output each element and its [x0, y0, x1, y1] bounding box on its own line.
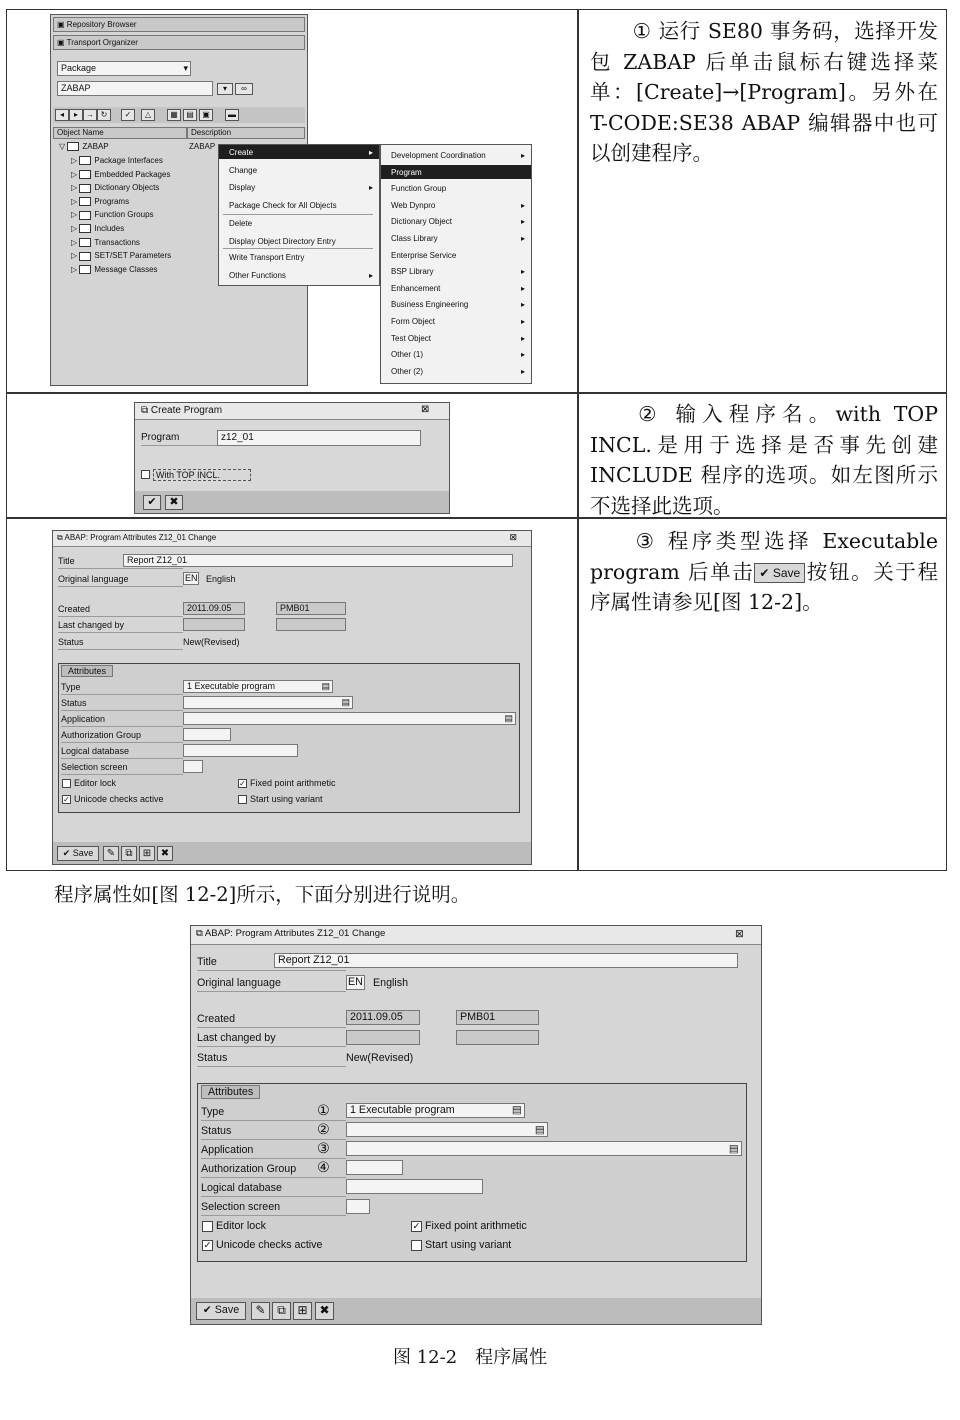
close-icon[interactable]: ⊠	[509, 532, 517, 542]
submenu-item[interactable]: Development Coordination	[391, 151, 486, 160]
fixed-point-label: Fixed point arithmetic	[425, 1220, 527, 1232]
expand-icon: ▷	[71, 264, 78, 274]
last-changed-user	[276, 618, 346, 631]
submenu-item[interactable]: Test Object	[391, 333, 432, 343]
status-label: Status	[58, 637, 84, 647]
created-user: PMB01	[456, 1010, 539, 1025]
figure-caption: 图 12-2 程序属性	[393, 1347, 548, 1368]
created-date: 2011.09.05	[183, 602, 245, 615]
folder-icon	[79, 211, 91, 220]
tree-item[interactable]: ▷ Embedded Packages	[71, 169, 171, 179]
unicode-checks-label: Unicode checks active	[74, 794, 164, 804]
callout-marker: ②	[317, 1122, 330, 1138]
label-underline	[141, 445, 217, 446]
label-underline	[197, 970, 346, 971]
last-changed-label: Last changed by	[197, 1032, 276, 1044]
table-divider	[577, 9, 579, 871]
expand-icon: ▷	[71, 237, 78, 247]
context-menu-item[interactable]: Display	[229, 183, 256, 192]
paragraph: 程序属性如[图 12-2]所示，下面分别进行说明。	[54, 883, 471, 906]
start-variant-checkbox[interactable]	[238, 795, 247, 804]
repository-browser-item[interactable]: ▣ Repository Browser	[53, 17, 305, 32]
up-icon[interactable]: →	[83, 109, 97, 121]
folder-icon	[79, 238, 91, 247]
submenu-arrow-icon: ▸	[521, 200, 526, 210]
save-icon[interactable]: ▣	[199, 109, 213, 121]
step-1-text: ① 运行 SE80 事务码，选择开发包 ZABAP 后单击鼠标右键选择菜单：[Create]→[Program]。另外在 T-CODE:SE38 ABAP 编辑器中也可以创建程序。	[590, 19, 938, 165]
value-help-icon: ▤	[321, 681, 330, 691]
label-underline	[201, 1139, 346, 1140]
tree-item[interactable]: ▷ Package Interfaces	[71, 156, 163, 165]
window-title: ⧉ ABAP: Program Attributes Z12_01 Change	[196, 928, 386, 939]
submenu-arrow-icon: ▸	[369, 148, 374, 157]
glasses-icon[interactable]: ∞	[235, 83, 253, 95]
context-menu-item[interactable]: Other Functions	[229, 271, 286, 280]
label-underline	[61, 758, 183, 759]
submenu-item[interactable]: Enhancement	[391, 283, 441, 293]
tree-item[interactable]: ▷ Programs	[71, 196, 130, 206]
status-value: New(Revised)	[346, 1052, 414, 1064]
callout-marker: ①	[317, 1103, 330, 1119]
context-menu-item[interactable]: Package Check for All Objects	[229, 201, 337, 210]
label-underline	[201, 1120, 346, 1121]
context-menu-item[interactable]: Change	[229, 166, 258, 175]
dialog-title: ⧉ Create Program	[141, 405, 223, 416]
authorization-group-label: Authorization Group	[61, 730, 142, 740]
row-divider-1	[6, 392, 947, 394]
unicode-checks-label: Unicode checks active	[216, 1239, 323, 1251]
tree-root[interactable]: ▽ ZABAP	[59, 142, 109, 151]
label-underline	[58, 586, 183, 587]
tree-item[interactable]: ▷ Includes	[71, 224, 125, 233]
authorization-group-label: Authorization Group	[201, 1163, 297, 1175]
last-changed-date	[183, 618, 245, 631]
warning-icon[interactable]: △	[141, 109, 155, 121]
folder-icon	[79, 224, 91, 233]
language-name: English	[373, 977, 409, 989]
menu-separator	[223, 248, 373, 249]
context-menu-item[interactable]: Delete	[229, 219, 253, 228]
dropdown-icon: ▾	[183, 63, 188, 73]
top-incl-checkbox[interactable]	[141, 470, 150, 479]
expand-icon: ▷	[71, 183, 78, 193]
label-underline	[197, 1046, 346, 1047]
tree-item[interactable]: ▷ Transactions	[71, 237, 140, 247]
editor-lock-label: Editor lock	[216, 1220, 266, 1232]
value-help-icon: ▤	[534, 1124, 545, 1136]
tree-item[interactable]: ▷ Function Groups	[71, 210, 154, 220]
authorization-group-input[interactable]	[346, 1160, 403, 1175]
last-changed-date	[346, 1030, 420, 1045]
submenu-item[interactable]: Class Library	[391, 234, 438, 243]
display-button[interactable]: ▾	[217, 83, 233, 95]
context-menu-item[interactable]: Display Object Directory Entry	[229, 237, 336, 246]
logical-database-input[interactable]	[183, 744, 298, 757]
start-variant-label: Start using variant	[250, 794, 323, 804]
label-underline	[201, 1215, 346, 1216]
language-name: English	[206, 574, 236, 584]
label-underline	[61, 726, 183, 727]
label-underline	[201, 1177, 346, 1178]
start-variant-checkbox[interactable]	[411, 1240, 422, 1251]
col-object-name: Object Name	[53, 127, 187, 139]
program-label: Program	[141, 432, 180, 443]
type-select[interactable]: 1 Executable program ▤	[346, 1103, 525, 1118]
submenu-arrow-icon: ▸	[521, 283, 526, 293]
label-underline	[197, 1027, 346, 1028]
callout-marker: ③	[317, 1141, 330, 1157]
window-icon: ⧉	[57, 533, 63, 542]
folder-icon	[67, 142, 79, 151]
folder-icon	[79, 184, 91, 193]
label-underline	[58, 649, 183, 650]
submenu-arrow-icon: ▸	[521, 217, 526, 227]
unicode-checks-checkbox[interactable]: ✓	[63, 795, 70, 804]
layout-icon[interactable]: ⊞	[139, 846, 155, 861]
attributes-group-title: Attributes	[201, 1085, 260, 1099]
submenu-item[interactable]: Business Engineering	[391, 300, 469, 310]
status-select[interactable]	[183, 696, 353, 709]
edit-icon[interactable]: ✎	[103, 846, 119, 861]
start-variant-label: Start using variant	[425, 1239, 512, 1251]
context-menu	[218, 144, 380, 286]
created-label: Created	[197, 1013, 236, 1025]
close-icon[interactable]: ⊠	[421, 404, 430, 415]
title-input[interactable]: Report Z12_01	[274, 953, 738, 968]
label-underline	[61, 710, 183, 711]
logical-database-input[interactable]	[346, 1179, 483, 1194]
submenu-arrow-icon: ▸	[521, 267, 526, 277]
confirm-button[interactable]: ✔	[143, 495, 161, 510]
selection-screen-label: Selection screen	[201, 1201, 281, 1213]
program-attributes-window	[190, 925, 762, 1325]
transport-organizer-icon: ▣	[57, 38, 65, 47]
submenu-arrow-icon: ▸	[521, 350, 526, 360]
forward-icon[interactable]: ▸	[69, 109, 83, 121]
label-underline	[61, 694, 183, 695]
tree-icon[interactable]: ▤	[183, 109, 197, 121]
save-button[interactable]: ✔ Save	[196, 1302, 246, 1320]
collapse-icon: ▽	[59, 142, 66, 151]
context-menu-item[interactable]: Create	[229, 148, 254, 157]
col-description: Description	[187, 127, 305, 139]
submenu-item[interactable]: Other (1)	[391, 350, 424, 360]
screen-icon[interactable]: ▬	[225, 109, 239, 121]
logical-database-label: Logical database	[201, 1182, 282, 1194]
submenu-item[interactable]: Form Object	[391, 317, 436, 326]
title-label: Title	[58, 556, 75, 566]
expand-icon: ▷	[71, 251, 78, 261]
expand-icon: ▷	[71, 156, 78, 165]
editor-lock-checkbox[interactable]	[202, 1221, 213, 1232]
created-label: Created	[58, 604, 91, 614]
refresh-icon[interactable]: ↻	[97, 109, 111, 121]
status-label: Status	[197, 1052, 228, 1064]
create-submenu	[380, 144, 532, 384]
language-code-input[interactable]: EN	[185, 573, 198, 583]
submenu-arrow-icon: ▸	[521, 300, 526, 310]
folder-icon	[79, 252, 91, 261]
submenu-arrow-icon: ▸	[521, 333, 526, 343]
tree-item[interactable]: ▷ Message Classes	[71, 264, 158, 274]
authorization-group-input[interactable]	[183, 728, 231, 741]
inline-save-button: ✔ Save	[754, 563, 805, 583]
title-input[interactable]: Report Z12_01	[123, 554, 513, 567]
submenu-arrow-icon: ▸	[521, 151, 526, 160]
selection-screen-input[interactable]	[346, 1199, 370, 1214]
last-changed-label: Last changed by	[58, 620, 125, 630]
submenu-item[interactable]: Program	[391, 167, 422, 177]
submenu-arrow-icon: ▸	[521, 317, 526, 326]
label-underline	[61, 742, 183, 743]
language-code-input[interactable]: EN	[346, 975, 365, 990]
window-title: ⧉ ABAP: Program Attributes Z12_01 Change	[57, 533, 217, 542]
submenu-arrow-icon: ▸	[369, 183, 374, 192]
type-select[interactable]: 1 Executable program ▤	[183, 680, 333, 693]
application-label: Application	[201, 1144, 254, 1156]
expand-icon: ▷	[71, 210, 78, 220]
selection-screen-label: Selection screen	[61, 762, 128, 772]
label-underline	[201, 1196, 346, 1197]
cancel-icon[interactable]: ✖	[315, 1302, 334, 1320]
application-select[interactable]	[346, 1141, 742, 1156]
menu-separator	[223, 214, 373, 215]
window-icon: ⧉	[141, 405, 149, 416]
check-icon[interactable]: ✓	[121, 109, 135, 121]
label-underline	[61, 774, 183, 775]
label-underline	[58, 632, 183, 633]
value-help-icon: ▤	[511, 1104, 522, 1116]
transport-organizer-item[interactable]: ▣ Transport Organizer	[53, 35, 305, 50]
package-select[interactable]: Package ▾	[57, 61, 191, 76]
label-underline	[58, 568, 183, 569]
created-user: PMB01	[276, 602, 346, 615]
tree-item[interactable]: ▷ Dictionary Objects	[71, 183, 160, 193]
expand-icon: ▷	[71, 224, 78, 233]
hierarchy-icon[interactable]: ▦	[167, 109, 181, 121]
application-select[interactable]	[183, 712, 516, 725]
fixed-point-checkbox[interactable]: ✓	[412, 1221, 421, 1232]
submenu-item[interactable]: Function Group	[391, 184, 447, 194]
submenu-arrow-icon: ▸	[369, 271, 374, 280]
package-input[interactable]: ZABAP	[57, 81, 213, 96]
program-input[interactable]: z12_01	[217, 430, 421, 446]
attributes-group-title: Attributes	[61, 665, 113, 677]
layout-icon[interactable]: ⊞	[293, 1302, 312, 1320]
callout-marker: ④	[317, 1160, 330, 1176]
tree-item[interactable]: ▷ SET/SET Parameters	[71, 251, 172, 261]
status-value: New(Revised)	[183, 637, 240, 647]
repository-browser-icon: ▣	[57, 20, 65, 29]
fixed-point-label: Fixed point arithmetic	[250, 778, 336, 788]
submenu-item[interactable]: Other (2)	[391, 366, 424, 376]
editor-lock-checkbox[interactable]	[62, 779, 71, 788]
value-help-icon: ▤	[504, 713, 513, 723]
value-help-icon: ▤	[728, 1143, 739, 1155]
original-language-label: Original language	[197, 977, 281, 989]
last-changed-user	[456, 1030, 539, 1045]
cancel-icon[interactable]: ✖	[157, 846, 173, 861]
label-underline	[201, 1158, 346, 1159]
label-underline	[197, 991, 346, 992]
application-label: Application	[61, 714, 106, 724]
logical-database-label: Logical database	[61, 746, 130, 756]
expand-icon: ▷	[71, 169, 78, 179]
save-button[interactable]: ✔ Save	[57, 846, 99, 861]
window-icon: ⧉	[196, 928, 203, 939]
folder-icon	[79, 156, 91, 165]
type-label: Type	[61, 682, 81, 692]
selection-screen-input[interactable]	[183, 760, 203, 773]
submenu-arrow-icon: ▸	[521, 366, 526, 376]
label-underline	[58, 616, 183, 617]
close-icon[interactable]: ⊠	[735, 928, 744, 940]
editor-lock-label: Editor lock	[74, 778, 117, 788]
top-incl-label: With TOP INCL.	[153, 469, 251, 481]
step-2-text: ② 输入程序名。with TOP INCL.是用于选择是否事先创建 INCLUDE 程序的选项。如左图所示不选择此选项。	[590, 402, 938, 518]
submenu-item[interactable]: Dictionary Object	[391, 217, 452, 227]
step-3-text: ③ 程序类型选择 Executable program 后单击 ✔ Save 按钮。关于程序属性请参见[图 12-2]。	[590, 529, 938, 614]
submenu-arrow-icon: ▸	[521, 234, 526, 243]
copy-icon[interactable]: ⧉	[272, 1302, 291, 1320]
attr-status-label: Status	[61, 698, 87, 708]
copy-icon[interactable]: ⧉	[121, 846, 137, 861]
title-label: Title	[197, 956, 217, 968]
cancel-button[interactable]: ✖	[165, 495, 183, 510]
value-help-icon: ▤	[341, 697, 350, 707]
root-description: ZABAP	[189, 142, 216, 151]
created-date: 2011.09.05	[346, 1010, 420, 1025]
create-program-dialog	[134, 402, 450, 514]
context-menu-item[interactable]: Write Transport Entry	[229, 253, 305, 262]
status-select[interactable]	[346, 1122, 548, 1137]
check-icon: ✔	[62, 848, 71, 858]
label-underline	[197, 1066, 346, 1067]
expand-icon: ▷	[71, 196, 78, 206]
original-language-label: Original language	[58, 574, 129, 584]
unicode-checks-checkbox[interactable]: ✓	[203, 1240, 212, 1251]
attr-status-label: Status	[201, 1125, 232, 1137]
submenu-item[interactable]: Enterprise Service	[391, 250, 457, 260]
program-attributes-window	[52, 530, 532, 865]
check-icon: ✔	[202, 1304, 212, 1316]
back-icon[interactable]: ◂	[55, 109, 69, 121]
folder-icon	[79, 170, 91, 179]
folder-icon	[79, 265, 91, 274]
type-label: Type	[201, 1106, 225, 1118]
edit-icon[interactable]: ✎	[251, 1302, 270, 1320]
fixed-point-checkbox[interactable]: ✓	[239, 779, 246, 788]
submenu-item[interactable]: BSP Library	[391, 267, 434, 277]
submenu-item[interactable]: Web Dynpro	[391, 200, 436, 210]
folder-icon	[79, 197, 91, 206]
